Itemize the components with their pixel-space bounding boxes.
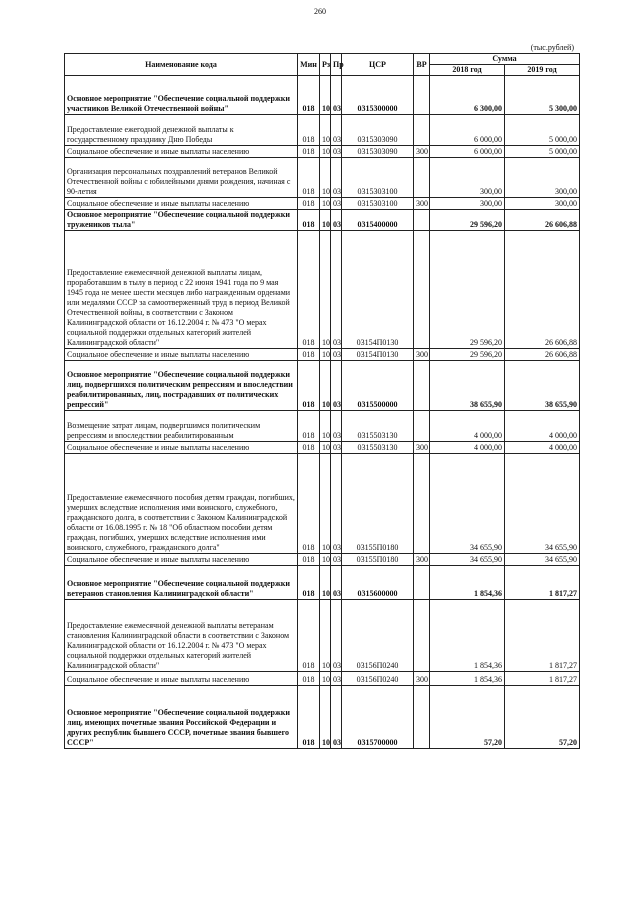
row-target-article-cell: 0315303090 <box>342 115 414 146</box>
row-name-cell: Социальное обеспечение и иные выплаты населению <box>65 146 298 158</box>
row-section-cell: 10 <box>320 361 331 411</box>
table-row <box>65 686 580 749</box>
units-label: (тыс.рублей) <box>530 43 574 52</box>
row-expense-type-cell <box>414 600 430 672</box>
row-expense-type-cell: 300 <box>414 442 430 454</box>
row-amount-2018-cell: 29 596,20 <box>430 210 505 231</box>
row-section-cell: 10 <box>320 76 331 115</box>
row-amount-2019-cell: 26 606,88 <box>505 210 580 231</box>
row-amount-2019-cell: 34 655,90 <box>505 554 580 566</box>
row-amount-2019-cell: 300,00 <box>505 198 580 210</box>
row-name-cell: Социальное обеспечение и иные выплаты населению <box>65 672 298 686</box>
row-target-article-cell: 0315303100 <box>342 198 414 210</box>
row-amount-2018-cell: 6 000,00 <box>430 115 505 146</box>
header-name: Наименование кода <box>65 54 298 76</box>
row-target-article-cell: 0315300000 <box>342 76 414 115</box>
row-ministry-cell: 018 <box>298 442 320 454</box>
table-row <box>65 554 580 566</box>
table-row <box>65 566 580 600</box>
row-expense-type-cell <box>414 76 430 115</box>
row-amount-2018-cell: 6 300,00 <box>430 76 505 115</box>
row-amount-2018-cell: 34 655,90 <box>430 554 505 566</box>
header-section: Рз <box>320 54 331 76</box>
row-ministry-cell: 018 <box>298 672 320 686</box>
row-ministry-cell: 018 <box>298 115 320 146</box>
page-number: 260 <box>314 7 326 16</box>
row-name-cell: Предоставление ежемесячной денежной выплаты лицам, проработавшим в тылу в период с 22 июня 1941 года по 9 мая 1945 года не менее шести месяцев либо награжденным орденами или медалями СССР за самоотверженный труд в период Великой Отечественной войны, в соответствии с Законом Калининградской области от 16.12.2004 г. № 473 "О мерах социальной поддержки отдельных категорий жителей Калининградской области" <box>65 231 298 349</box>
row-name-cell: Предоставление ежемесячной денежной выплаты ветеранам становления Калининградской области в соответствии с Законом Калининградской области от 16.12.2004 г. № 473 "О мерах социальной поддержки отдельных категорий жителей Калининградской области" <box>65 600 298 672</box>
row-section-cell: 10 <box>320 600 331 672</box>
table-body <box>65 76 580 749</box>
row-amount-2018-cell: 38 655,90 <box>430 361 505 411</box>
row-ministry-cell: 018 <box>298 554 320 566</box>
row-amount-2018-cell: 300,00 <box>430 198 505 210</box>
row-target-article-cell: 0315303100 <box>342 158 414 198</box>
row-ministry-cell: 018 <box>298 76 320 115</box>
row-amount-2018-cell: 300,00 <box>430 158 505 198</box>
row-section-cell: 10 <box>320 672 331 686</box>
row-amount-2018-cell: 1 854,36 <box>430 600 505 672</box>
table-row <box>65 600 580 672</box>
row-amount-2018-cell: 57,20 <box>430 686 505 749</box>
row-target-article-cell: 0315400000 <box>342 210 414 231</box>
row-target-article-cell: 0315503130 <box>342 411 414 442</box>
row-name-cell: Предоставление ежемесячного пособия детям граждан, погибших, умерших вследствие исполнения ими воинского, служебного, гражданского долга, в соответствии с Законом Калининградской области от 16.08.1995 г. № 18 "Об областном пособии детям граждан, погибших, умерших вследствие исполнения ими воинского, служебного, гражданского долга" <box>65 454 298 554</box>
row-subsection-cell: 03 <box>331 600 342 672</box>
row-amount-2018-cell: 4 000,00 <box>430 442 505 454</box>
row-section-cell: 10 <box>320 566 331 600</box>
row-expense-type-cell: 300 <box>414 349 430 361</box>
row-amount-2019-cell: 300,00 <box>505 158 580 198</box>
row-ministry-cell: 018 <box>298 158 320 198</box>
row-name-cell: Социальное обеспечение и иные выплаты населению <box>65 349 298 361</box>
row-section-cell: 10 <box>320 158 331 198</box>
row-expense-type-cell: 300 <box>414 672 430 686</box>
row-subsection-cell: 03 <box>331 76 342 115</box>
header-ministry: Мин <box>298 54 320 76</box>
row-subsection-cell: 03 <box>331 146 342 158</box>
row-ministry-cell: 018 <box>298 231 320 349</box>
row-target-article-cell: 0315700000 <box>342 686 414 749</box>
row-amount-2019-cell: 5 000,00 <box>505 146 580 158</box>
row-section-cell: 10 <box>320 454 331 554</box>
budget-table <box>64 53 580 749</box>
row-name-cell: Основное мероприятие "Обеспечение социальной поддержки лиц, подвергшихся политическим репрессиям и впоследствии реабилитированных, лиц, пострадавших от политических репрессий" <box>65 361 298 411</box>
row-section-cell: 10 <box>320 146 331 158</box>
row-name-cell: Основное мероприятие "Обеспечение социальной поддержки тружеников тыла" <box>65 210 298 231</box>
row-amount-2019-cell: 26 606,88 <box>505 349 580 361</box>
row-amount-2018-cell: 4 000,00 <box>430 411 505 442</box>
table-row <box>65 231 580 349</box>
row-amount-2019-cell: 5 300,00 <box>505 76 580 115</box>
row-expense-type-cell <box>414 686 430 749</box>
row-subsection-cell: 03 <box>331 554 342 566</box>
header-year-2019: 2019 год <box>505 65 580 76</box>
row-subsection-cell: 03 <box>331 672 342 686</box>
row-section-cell: 10 <box>320 115 331 146</box>
row-amount-2018-cell: 1 854,36 <box>430 566 505 600</box>
row-section-cell: 10 <box>320 442 331 454</box>
row-amount-2019-cell: 4 000,00 <box>505 411 580 442</box>
row-target-article-cell: 0315303090 <box>342 146 414 158</box>
table-row <box>65 349 580 361</box>
row-amount-2019-cell: 1 817,27 <box>505 672 580 686</box>
row-section-cell: 10 <box>320 411 331 442</box>
row-ministry-cell: 018 <box>298 146 320 158</box>
row-amount-2019-cell: 5 000,00 <box>505 115 580 146</box>
row-amount-2019-cell: 26 606,88 <box>505 231 580 349</box>
row-amount-2018-cell: 29 596,20 <box>430 349 505 361</box>
row-section-cell: 10 <box>320 349 331 361</box>
row-name-cell: Предоставление ежегодной денежной выплаты к государственному празднику Дню Победы <box>65 115 298 146</box>
row-name-cell: Социальное обеспечение и иные выплаты населению <box>65 198 298 210</box>
row-amount-2019-cell: 4 000,00 <box>505 442 580 454</box>
row-subsection-cell: 03 <box>331 411 342 442</box>
row-amount-2018-cell: 6 000,00 <box>430 146 505 158</box>
table-row <box>65 76 580 115</box>
row-target-article-cell: 0315503130 <box>342 442 414 454</box>
row-expense-type-cell <box>414 454 430 554</box>
row-subsection-cell: 03 <box>331 115 342 146</box>
table-row <box>65 198 580 210</box>
row-target-article-cell: 0315600000 <box>342 566 414 600</box>
table-row <box>65 442 580 454</box>
row-name-cell: Основное мероприятие "Обеспечение социальной поддержки участников Великой Отечественной войны" <box>65 76 298 115</box>
row-expense-type-cell <box>414 210 430 231</box>
row-target-article-cell: 03155П0180 <box>342 454 414 554</box>
row-subsection-cell: 03 <box>331 454 342 554</box>
row-amount-2019-cell: 1 817,27 <box>505 600 580 672</box>
row-amount-2018-cell: 34 655,90 <box>430 454 505 554</box>
row-subsection-cell: 03 <box>331 349 342 361</box>
row-name-cell: Возмещение затрат лицам, подвергшимся политическим репрессиям и впоследствии реабилитированным <box>65 411 298 442</box>
row-ministry-cell: 018 <box>298 198 320 210</box>
row-ministry-cell: 018 <box>298 686 320 749</box>
row-subsection-cell: 03 <box>331 198 342 210</box>
row-name-cell: Организация персональных поздравлений ветеранов Великой Отечественной войны с юбилейными днями рождения, начиная с 90-летия <box>65 158 298 198</box>
row-target-article-cell: 03156П0240 <box>342 600 414 672</box>
row-name-cell: Социальное обеспечение и иные выплаты населению <box>65 554 298 566</box>
row-expense-type-cell <box>414 566 430 600</box>
row-section-cell: 10 <box>320 231 331 349</box>
header-expense-type: ВР <box>414 54 430 76</box>
header-subsection: Пр <box>331 54 342 76</box>
row-target-article-cell: 0315500000 <box>342 361 414 411</box>
row-amount-2019-cell: 34 655,90 <box>505 454 580 554</box>
row-ministry-cell: 018 <box>298 600 320 672</box>
header-year-2018: 2018 год <box>430 65 505 76</box>
header-sum: Сумма <box>430 54 580 65</box>
row-ministry-cell: 018 <box>298 361 320 411</box>
table-row <box>65 454 580 554</box>
row-target-article-cell: 03154П0130 <box>342 349 414 361</box>
row-subsection-cell: 03 <box>331 210 342 231</box>
row-amount-2019-cell: 1 817,27 <box>505 566 580 600</box>
row-expense-type-cell <box>414 361 430 411</box>
row-target-article-cell: 03156П0240 <box>342 672 414 686</box>
row-expense-type-cell: 300 <box>414 146 430 158</box>
row-name-cell: Основное мероприятие "Обеспечение социальной поддержки лиц, имеющих почетные звания Российской Федерации и других республик бывшего СССР, почетные звания бывшего СССР" <box>65 686 298 749</box>
table-row <box>65 158 580 198</box>
row-target-article-cell: 03155П0180 <box>342 554 414 566</box>
table-row <box>65 361 580 411</box>
row-expense-type-cell <box>414 115 430 146</box>
row-target-article-cell: 03154П0130 <box>342 231 414 349</box>
row-ministry-cell: 018 <box>298 210 320 231</box>
table-row <box>65 672 580 686</box>
row-expense-type-cell <box>414 231 430 349</box>
row-section-cell: 10 <box>320 198 331 210</box>
row-amount-2018-cell: 29 596,20 <box>430 231 505 349</box>
row-section-cell: 10 <box>320 210 331 231</box>
row-amount-2019-cell: 38 655,90 <box>505 361 580 411</box>
row-section-cell: 10 <box>320 686 331 749</box>
table-row <box>65 115 580 146</box>
row-subsection-cell: 03 <box>331 158 342 198</box>
row-amount-2018-cell: 1 854,36 <box>430 672 505 686</box>
table-row <box>65 146 580 158</box>
table-row <box>65 411 580 442</box>
table-row <box>65 210 580 231</box>
row-subsection-cell: 03 <box>331 231 342 349</box>
row-ministry-cell: 018 <box>298 349 320 361</box>
header-target-article: ЦСР <box>342 54 414 76</box>
row-subsection-cell: 03 <box>331 442 342 454</box>
row-section-cell: 10 <box>320 554 331 566</box>
row-ministry-cell: 018 <box>298 411 320 442</box>
row-expense-type-cell: 300 <box>414 198 430 210</box>
row-expense-type-cell: 300 <box>414 554 430 566</box>
row-amount-2019-cell: 57,20 <box>505 686 580 749</box>
row-ministry-cell: 018 <box>298 454 320 554</box>
row-name-cell: Основное мероприятие "Обеспечение социальной поддержки ветеранов становления Калининградской области" <box>65 566 298 600</box>
row-subsection-cell: 03 <box>331 566 342 600</box>
row-expense-type-cell <box>414 158 430 198</box>
row-name-cell: Социальное обеспечение и иные выплаты населению <box>65 442 298 454</box>
row-ministry-cell: 018 <box>298 566 320 600</box>
row-expense-type-cell <box>414 411 430 442</box>
row-subsection-cell: 03 <box>331 686 342 749</box>
row-subsection-cell: 03 <box>331 361 342 411</box>
